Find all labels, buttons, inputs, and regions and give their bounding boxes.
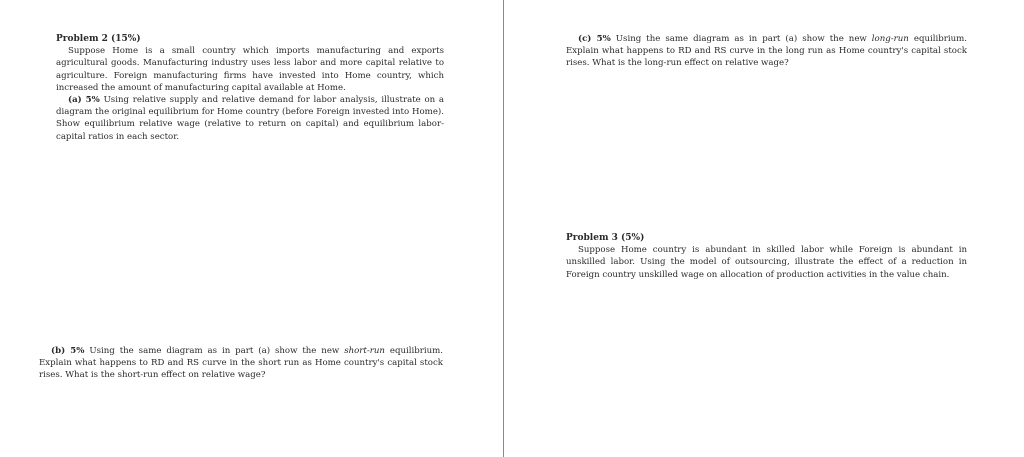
problem-3-text: Suppose Home country is abundant in skilled labor while Foreign is abundant in unskilled labor. Using the model of outsourcing, illustrate the effect of a reduction in Foreign country unskilled wage on allocation of production activities in the value chain. [566,245,967,280]
problem-3-block [566,232,967,281]
part-a-text: Using relative supply and relative demand for labor analysis, illustrate on a diagram the original equilibrium for Home country (before Foreign invested into Home). Show equilibrium relative wage (relative to return on capital) and equilibrium labor-capital ratios in each sector. [56,95,445,142]
part-c-post: equilibrium. Explain what happens to RD and RS curve in the long run as Home country's capital stock rises. What is the long-run effect on relative wage? [566,34,967,69]
problem-2-block [56,33,444,143]
part-a-paragraph [56,94,444,143]
part-b-paragraph [39,345,443,382]
part-c-emphasis: long-run [871,34,909,44]
part-b-emphasis: short-run [344,346,385,356]
part-c-pre: Using the same diagram as in part (a) show the new [615,34,867,44]
problem-2-heading: Problem 2 (15%) [56,34,141,44]
part-c-label: (c) 5% [578,34,611,44]
part-b-pre: Using the same diagram as in part (a) show the new [89,346,340,356]
problem-2-intro: Suppose Home is a small country which imports manufacturing and exports agricultural goods. Manufacturing industry uses less labor and more capital relative to agriculture. Foreign manufacturing firms have invested into Home country, which increased the amount of manufacturing capital available at Home. [56,46,444,93]
part-b-post: equilibrium. Explain what happens to RD and RS curve in the short run as Home country's capital stock rises. What is the short-run effect on relative wage? [39,346,443,381]
part-a-label: (a) 5% [68,95,100,106]
part-b-label: (b) 5% [51,346,85,356]
part-c-block [566,33,967,70]
part-c-paragraph [566,33,967,70]
problem-3-heading: Problem 3 (5%) [566,233,645,243]
part-b-block [39,345,443,382]
